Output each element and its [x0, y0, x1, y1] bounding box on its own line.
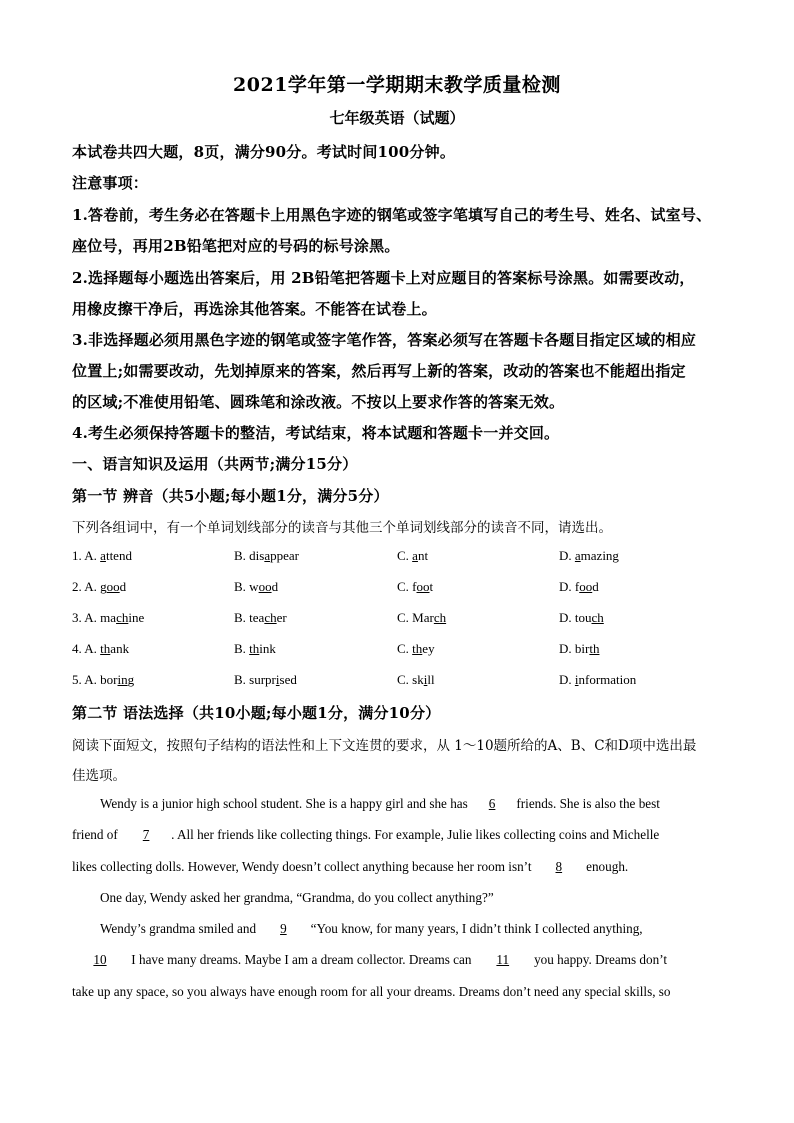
question-row	[72, 672, 732, 690]
option-text: C. f	[397, 579, 417, 594]
option-d[interactable]	[559, 641, 599, 657]
option-text: B. tea	[234, 610, 265, 625]
option-c[interactable]	[397, 641, 435, 657]
option-b[interactable]	[234, 641, 276, 657]
underlined-letters: ch	[433, 610, 447, 625]
option-text: er	[276, 610, 287, 625]
option-b[interactable]	[234, 548, 299, 564]
option-text: ank	[110, 641, 130, 656]
underlined-letters: th	[412, 641, 423, 656]
blank-8[interactable]: 8	[555, 859, 563, 874]
option-text: C. Mar	[397, 610, 434, 625]
option-text: nt	[417, 548, 429, 563]
question-row	[72, 579, 732, 597]
section-2-instruction-line-2: 佳选项。	[72, 768, 126, 784]
underlined-letters: a	[264, 548, 271, 563]
option-c[interactable]	[397, 548, 428, 564]
option-text: B. w	[234, 579, 259, 594]
option-text: ink	[259, 641, 276, 656]
passage-text: likes collecting dolls. However, Wendy doesn’t collect anything because her room isn’t	[72, 859, 535, 874]
underlined-letters: oo	[258, 579, 272, 594]
section-1-instruction: 下列各组词中，有一个单词划线部分的读音与其他三个单词划线部分的读音不同，请选出。	[72, 520, 612, 536]
option-b[interactable]	[234, 579, 278, 595]
passage-text: Wendy is a junior high school student. She is a happy girl and she has	[100, 796, 472, 811]
option-text: D. f	[559, 579, 580, 594]
note-3-line-3: 的区域;不准使用铅笔、圆珠笔和涂改液。不按以上要求作答的答案无效。	[72, 393, 565, 411]
option-text: 2. A. g	[72, 579, 107, 594]
passage-text: friends. She is also the best	[513, 796, 660, 811]
option-a[interactable]	[72, 610, 144, 626]
question-row	[72, 641, 732, 659]
option-a[interactable]	[72, 641, 129, 657]
option-text: B. surpr	[234, 672, 276, 687]
question-row	[72, 548, 732, 566]
section-1-heading: 第一节 辨音（共5小题;每小题1分，满分5分）	[72, 487, 389, 505]
option-b[interactable]	[234, 672, 297, 688]
underlined-letters: i	[275, 672, 280, 687]
option-text: C.	[397, 548, 413, 563]
blank-9[interactable]: 9	[280, 921, 287, 936]
passage-text: Wendy’s grandma smiled and	[100, 921, 260, 936]
blank-11[interactable]: 11	[496, 952, 510, 967]
note-2-line-2: 用橡皮擦干净后，再选涂其他答案。不能答在试卷上。	[72, 300, 437, 318]
section-2-heading: 第二节 语法选择（共10小题;每小题1分，满分10分）	[72, 704, 441, 722]
option-text: D. bir	[559, 641, 590, 656]
option-text: D.	[559, 672, 575, 687]
passage-text: I have many dreams. Maybe I am a dream collector. Dreams can	[128, 952, 475, 967]
underlined-letters: a	[574, 548, 581, 563]
option-c[interactable]	[397, 610, 446, 626]
page-title: 2021学年第一学期期末教学质量检测	[233, 74, 561, 96]
passage-line-1	[100, 796, 760, 812]
option-text: ey	[422, 641, 435, 656]
question-row	[72, 610, 732, 628]
option-a[interactable]	[72, 672, 134, 688]
underlined-letters: th	[249, 641, 260, 656]
note-1-line-1: 1.答卷前，考生务必在答题卡上用黑色字迹的钢笔或签字笔填写自己的考生号、姓名、试室号、	[72, 206, 712, 224]
option-c[interactable]	[397, 672, 435, 688]
option-text: t	[429, 579, 434, 594]
option-text: ll	[427, 672, 435, 687]
passage-line-4: One day, Wendy asked her grandma, “Grandma, do you collect anything?”	[100, 890, 494, 905]
note-3-line-1: 3.非选择题必须用黑色字迹的钢笔或签字笔作答，答案必须写在答题卡各题目指定区域的相应	[72, 331, 697, 349]
passage-line-3	[72, 859, 732, 875]
underlined-letters: ch	[116, 610, 129, 625]
option-text: sed	[279, 672, 297, 687]
option-a[interactable]	[72, 579, 126, 595]
option-d[interactable]	[559, 672, 636, 688]
underlined-letters: a	[100, 548, 106, 563]
exam-intro: 本试卷共四大题，8页，满分90分。考试时间100分钟。	[72, 143, 456, 161]
passage-text: enough.	[582, 859, 629, 874]
option-text: C.	[397, 641, 413, 656]
option-text: d	[271, 579, 279, 594]
option-text: ine	[128, 610, 145, 625]
option-text: B.	[234, 641, 250, 656]
option-text: 1. A.	[72, 548, 101, 563]
passage-text: friend of	[72, 827, 122, 842]
option-text: 3. A. ma	[72, 610, 117, 625]
option-a[interactable]	[72, 548, 132, 564]
section-2-instruction-line-1: 阅读下面短文，按照句子结构的语法性和上下文连贯的要求，从 1～10题所给的A、B、C和D项中选出最	[72, 738, 697, 754]
page-subtitle: 七年级英语（试题）	[329, 109, 465, 127]
passage-text: you happy. Dreams don’t	[530, 952, 668, 967]
option-text: D. tou	[559, 610, 592, 625]
option-text: d	[592, 579, 599, 594]
underlined-letters: th	[589, 641, 600, 656]
note-4: 4.考生必须保持答题卡的整洁，考试结束，将本试题和答题卡一并交回。	[72, 424, 560, 442]
underlined-letters: oo	[416, 579, 430, 594]
option-text: 5. A. bor	[72, 672, 118, 687]
passage-text: “You know, for many years, I didn’t think I collected anything,	[307, 921, 643, 936]
option-d[interactable]	[559, 610, 604, 626]
option-c[interactable]	[397, 579, 433, 595]
note-2-line-1: 2.选择题每小题选出答案后，用 2B铅笔把答题卡上对应题目的答案标号涂黑。如需要改动，	[72, 269, 695, 287]
underlined-letters: i	[574, 672, 579, 687]
option-text: 4. A.	[72, 641, 101, 656]
option-text: mazing	[580, 548, 619, 563]
underlined-letters: ch	[264, 610, 277, 625]
notes-heading: 注意事项：	[72, 174, 149, 192]
underlined-letters: oo	[579, 579, 593, 594]
passage-line-5	[100, 921, 760, 937]
option-text: d	[119, 579, 127, 594]
option-text: ttend	[105, 548, 132, 563]
option-d[interactable]	[559, 579, 599, 595]
passage-line-7: take up any space, so you always have enough room for all your dreams. Dreams don’t need any special skills, so	[72, 984, 671, 999]
underlined-letters: oo	[106, 579, 120, 594]
option-d[interactable]	[559, 548, 619, 564]
passage-text: . All her friends like collecting things. For example, Julie likes collecting coins and Michelle	[171, 827, 660, 842]
option-b[interactable]	[234, 610, 287, 626]
underlined-letters: th	[100, 641, 111, 656]
note-1-line-2: 座位号，再用2B铅笔把对应的号码的标号涂黑。	[72, 237, 400, 255]
underlined-letters: a	[412, 548, 418, 563]
part-1-heading: 一、语言知识及运用（共两节;满分15分）	[72, 455, 358, 473]
option-text: ppear	[270, 548, 299, 563]
blank-6[interactable]: 6	[488, 796, 496, 811]
underlined-letters: ch	[591, 610, 604, 625]
option-text: D.	[559, 548, 575, 563]
option-text: nformation	[578, 672, 637, 687]
blank-7[interactable]: 7	[142, 827, 150, 842]
underlined-letters: i	[423, 672, 428, 687]
passage-line-6	[72, 952, 732, 968]
option-text: C. sk	[397, 672, 424, 687]
underlined-letters: in	[117, 672, 128, 687]
option-text: g	[127, 672, 135, 687]
note-3-line-2: 位置上;如需要改动，先划掉原来的答案，然后再写上新的答案，改动的答案也不能超出指定	[72, 362, 686, 380]
passage-line-2	[72, 827, 732, 843]
blank-10[interactable]: 10	[93, 952, 107, 967]
option-text: B. dis	[234, 548, 265, 563]
